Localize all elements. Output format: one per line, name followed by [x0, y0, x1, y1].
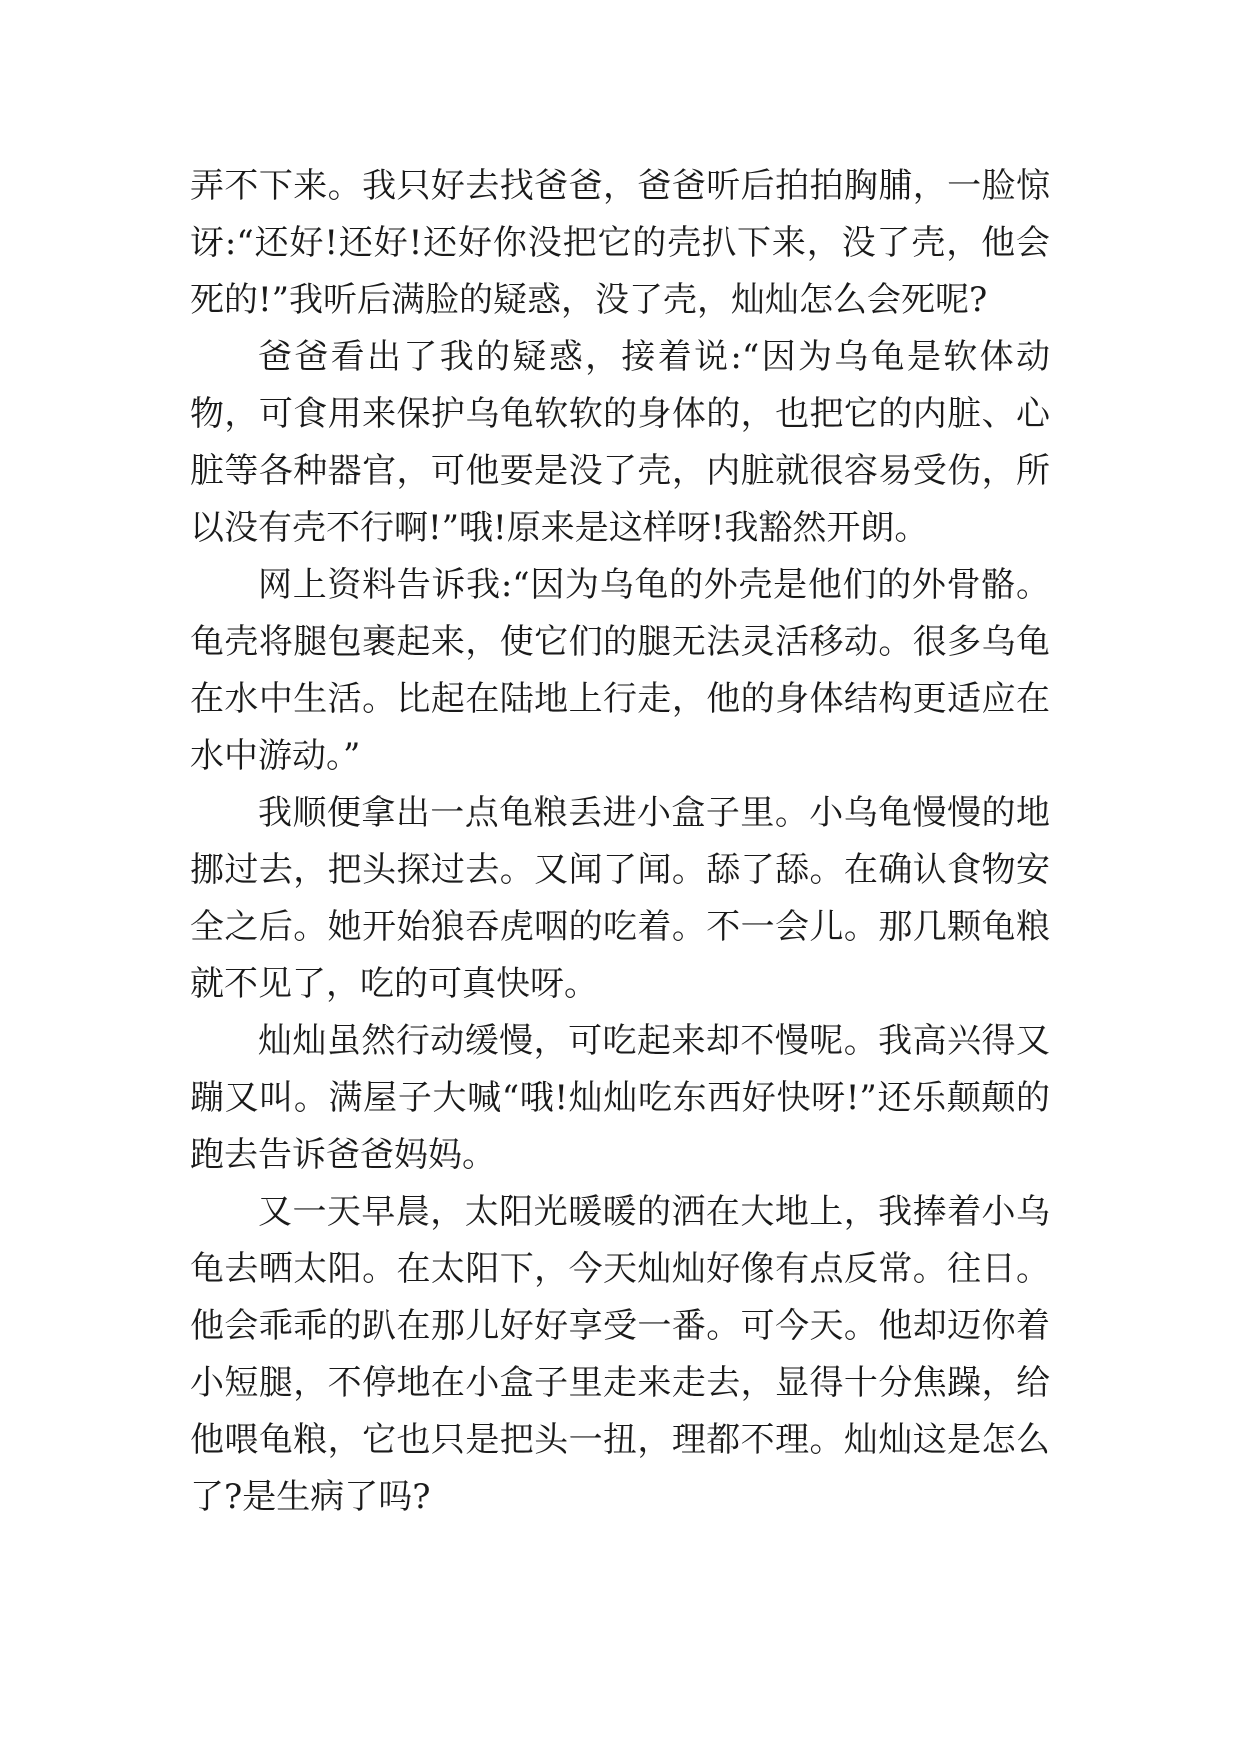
paragraph-5: 灿灿虽然行动缓慢，可吃起来却不慢呢。我高兴得又蹦又叫。满屋子大喊“哦!灿灿吃东西好快呀!”还乐颠颠的跑去告诉爸爸妈妈。 — [190, 1021, 1050, 1175]
paragraph-4: 我顺便拿出一点龟粮丢进小盒子里。小乌龟慢慢的地挪过去，把头探过去。又闻了闻。舔了舔。在确认食物安全之后。她开始狼吞虎咽的吃着。不一会儿。那几颗龟粮就不见了，吃的可真快呀。 — [190, 793, 1050, 1004]
paragraph-6: 又一天早晨，太阳光暖暖的洒在大地上，我捧着小乌龟去晒太阳。在太阳下，今天灿灿好像有点反常。往日。他会乖乖的趴在那儿好好享受一番。可今天。他却迈你着小短腿，不停地在小盒子里走来走去，显得十分焦躁，给他喂龟粮，它也只是把头一扭，理都不理。灿灿这是怎么了?是生病了吗? — [190, 1192, 1050, 1517]
paragraph-3: 网上资料告诉我:“因为乌龟的外壳是他们的外骨骼。龟壳将腿包裹起来，使它们的腿无法灵活移动。很多乌龟在水中生活。比起在陆地上行走，他的身体结构更适应在水中游动。” — [190, 565, 1050, 776]
paragraph-1: 弄不下来。我只好去找爸爸，爸爸听后拍拍胸脯，一脸惊讶:“还好!还好!还好你没把它的壳扒下来，没了壳，他会死的!”我听后满脸的疑惑，没了壳，灿灿怎么会死呢? — [190, 166, 1050, 320]
body-text — [190, 158, 1050, 1526]
paragraph-2: 爸爸看出了我的疑惑，接着说:“因为乌龟是软体动物，可食用来保护乌龟软软的身体的，也把它的内脏、心脏等各种器官，可他要是没了壳，内脏就很容易受伤，所以没有壳不行啊!”哦!原来是这样呀!我豁然开朗。 — [190, 337, 1050, 548]
